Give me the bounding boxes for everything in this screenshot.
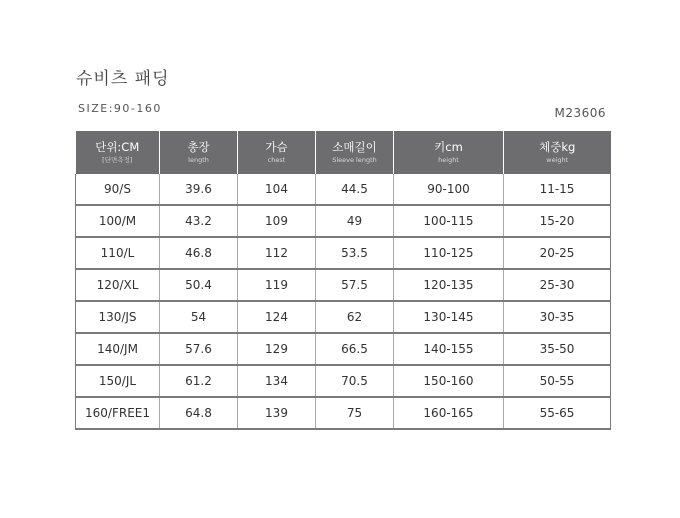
height-cell: 130-145	[394, 301, 504, 333]
sleeve-cell: 66.5	[316, 333, 394, 365]
header-label: 단위:CM	[95, 140, 140, 154]
header-cell-unit	[76, 131, 160, 174]
size-cell: 100/M	[76, 205, 160, 237]
size-range-label: SIZE:90-160	[78, 102, 162, 115]
weight-cell: 20-25	[504, 237, 611, 269]
size-cell: 140/JM	[76, 333, 160, 365]
sleeve-cell: 62	[316, 301, 394, 333]
weight-cell: 30-35	[504, 301, 611, 333]
length-cell: 54	[160, 301, 238, 333]
header-cell-weight	[504, 131, 611, 174]
chest-cell: 139	[238, 397, 316, 429]
height-cell: 160-165	[394, 397, 504, 429]
header-sublabel: height	[438, 156, 459, 164]
length-cell: 64.8	[160, 397, 238, 429]
height-cell: 110-125	[394, 237, 504, 269]
header-label: 소매길이	[332, 140, 377, 154]
table-row	[76, 365, 611, 397]
length-cell: 61.2	[160, 365, 238, 397]
weight-cell: 50-55	[504, 365, 611, 397]
sleeve-cell: 49	[316, 205, 394, 237]
height-cell: 100-115	[394, 205, 504, 237]
weight-cell: 55-65	[504, 397, 611, 429]
size-cell: 90/S	[76, 174, 160, 205]
header-cell-height	[394, 131, 504, 174]
chest-cell: 124	[238, 301, 316, 333]
size-cell: 110/L	[76, 237, 160, 269]
header-sublabel: Sleeve length	[332, 156, 377, 164]
chest-cell: 119	[238, 269, 316, 301]
weight-cell: 25-30	[504, 269, 611, 301]
weight-cell: 15-20	[504, 205, 611, 237]
size-cell: 150/JL	[76, 365, 160, 397]
table-row	[76, 269, 611, 301]
model-code: M23606	[554, 106, 606, 120]
sleeve-cell: 70.5	[316, 365, 394, 397]
weight-cell: 11-15	[504, 174, 611, 205]
table-row	[76, 174, 611, 205]
size-cell: 160/FREE1	[76, 397, 160, 429]
chest-cell: 104	[238, 174, 316, 205]
length-cell: 46.8	[160, 237, 238, 269]
header-label: 총장	[187, 140, 210, 154]
sleeve-cell: 53.5	[316, 237, 394, 269]
header-sublabel: length	[188, 156, 209, 164]
header-label: 키cm	[434, 140, 463, 154]
size-cell: 130/JS	[76, 301, 160, 333]
size-table	[75, 131, 611, 430]
chest-cell: 109	[238, 205, 316, 237]
header-sublabel: [단면측정]	[102, 156, 133, 164]
length-cell: 57.6	[160, 333, 238, 365]
height-cell: 150-160	[394, 365, 504, 397]
height-cell: 90-100	[394, 174, 504, 205]
length-cell: 50.4	[160, 269, 238, 301]
chest-cell: 112	[238, 237, 316, 269]
height-cell: 120-135	[394, 269, 504, 301]
page-title: 슈비츠 패딩	[76, 69, 170, 89]
table-row	[76, 333, 611, 365]
length-cell: 43.2	[160, 205, 238, 237]
size-cell: 120/XL	[76, 269, 160, 301]
header-cell-sleeve	[316, 131, 394, 174]
header-cell-length	[160, 131, 238, 174]
header-label: 가슴	[265, 140, 288, 154]
table-row	[76, 301, 611, 333]
header-label: 체중kg	[539, 140, 576, 154]
chest-cell: 134	[238, 365, 316, 397]
height-cell: 140-155	[394, 333, 504, 365]
header-sublabel: weight	[546, 156, 569, 164]
weight-cell: 35-50	[504, 333, 611, 365]
sleeve-cell: 57.5	[316, 269, 394, 301]
header-cell-chest	[238, 131, 316, 174]
sleeve-cell: 75	[316, 397, 394, 429]
table-header-row	[76, 131, 611, 174]
chest-cell: 129	[238, 333, 316, 365]
table-row	[76, 205, 611, 237]
table-row	[76, 397, 611, 429]
table-row	[76, 237, 611, 269]
sleeve-cell: 44.5	[316, 174, 394, 205]
length-cell: 39.6	[160, 174, 238, 205]
header-sublabel: chest	[267, 156, 286, 164]
